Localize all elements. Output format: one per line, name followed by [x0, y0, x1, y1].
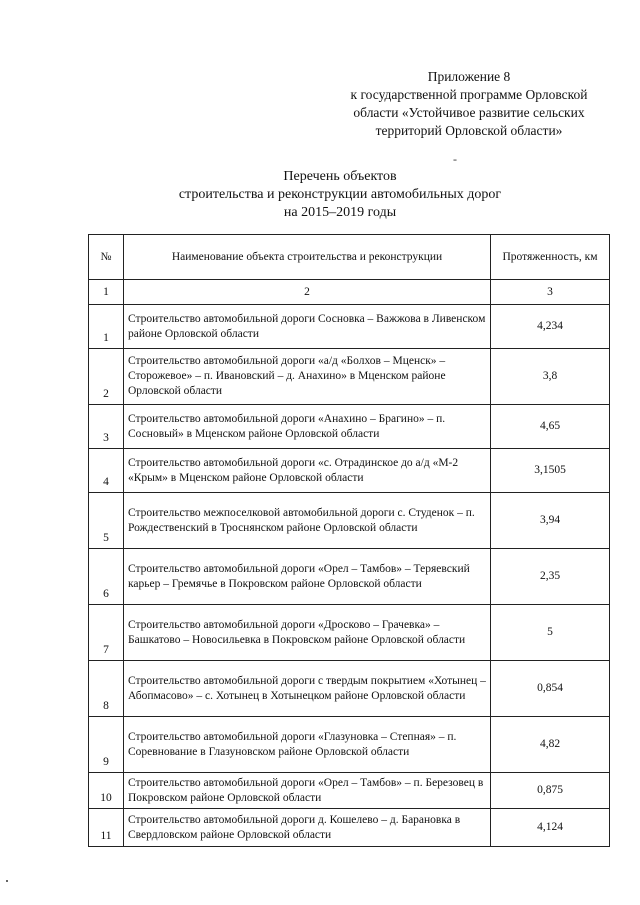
- row-number: 1: [89, 305, 124, 349]
- table-body: [89, 305, 610, 847]
- header-name: Наименование объекта строительства и реконструкции: [124, 235, 491, 280]
- appendix-line: области «Устойчивое развитие сельских: [353, 105, 585, 120]
- row-number: 7: [89, 605, 124, 661]
- column-number: 2: [124, 280, 491, 305]
- object-length: 3,94: [491, 493, 610, 549]
- object-name: Строительство автомобильной дороги «с. Отрадинское до а/д «М-2 «Крым» в Мценском районе Орловской области: [124, 449, 491, 493]
- object-name: Строительство автомобильной дороги д. Кошелево – д. Барановка в Свердловском районе Орловской области: [124, 809, 491, 847]
- row-number: 8: [89, 661, 124, 717]
- table-row: [89, 405, 610, 449]
- table-row: [89, 549, 610, 605]
- object-name: Строительство автомобильной дороги с твердым покрытием «Хотынец – Абопмасово» – с. Хотынец в Хотынецком районе Орловской области: [124, 661, 491, 717]
- object-length: 4,65: [491, 405, 610, 449]
- row-number: 10: [89, 773, 124, 809]
- column-number-row: [89, 280, 610, 305]
- object-length: 4,234: [491, 305, 610, 349]
- document-title: [90, 168, 590, 222]
- column-number: 3: [491, 280, 610, 305]
- title-line: Перечень объектов: [283, 169, 397, 184]
- row-number: 5: [89, 493, 124, 549]
- appendix-line: территорий Орловской области»: [375, 123, 563, 138]
- object-length: 3,1505: [491, 449, 610, 493]
- table-row: [89, 493, 610, 549]
- object-name: Строительство автомобильной дороги «а/д «Болхов – Мценск» – Сторожевое» – п. Ивановский – д. Анахино» в Мценском районе Орловской области: [124, 349, 491, 405]
- object-name: Строительство межпоселковой автомобильной дороги с. Студенок – п. Рождественский в Троснянском районе Орловской области: [124, 493, 491, 549]
- appendix-line: Приложение 8: [427, 69, 511, 84]
- title-line: строительства и реконструкции автомобильных дорог: [178, 187, 502, 202]
- table-header-row: [89, 235, 610, 280]
- table-row: [89, 661, 610, 717]
- dash-mark: -: [453, 152, 457, 166]
- row-number: 11: [89, 809, 124, 847]
- object-length: 0,854: [491, 661, 610, 717]
- row-number: 3: [89, 405, 124, 449]
- object-length: 0,875: [491, 773, 610, 809]
- table-row: [89, 349, 610, 405]
- object-name: Строительство автомобильной дороги «Орел – Тамбов» – п. Березовец в Покровском районе Орловской области: [124, 773, 491, 809]
- objects-table: [88, 234, 610, 847]
- object-length: 2,35: [491, 549, 610, 605]
- column-number: 1: [89, 280, 124, 305]
- row-number: 4: [89, 449, 124, 493]
- object-name: Строительство автомобильной дороги Сосновка – Важжова в Ливенском районе Орловской области: [124, 305, 491, 349]
- table-row: [89, 773, 610, 809]
- row-number: 6: [89, 549, 124, 605]
- header-number: №: [89, 235, 124, 280]
- row-number: 2: [89, 349, 124, 405]
- object-length: 3,8: [491, 349, 610, 405]
- header-length: Протяженность, км: [491, 235, 610, 280]
- object-length: 5: [491, 605, 610, 661]
- object-length: 4,124: [491, 809, 610, 847]
- table-row: [89, 809, 610, 847]
- table-row: [89, 717, 610, 773]
- row-number: 9: [89, 717, 124, 773]
- table-row: [89, 605, 610, 661]
- table-row: [89, 449, 610, 493]
- appendix-header: [300, 68, 638, 140]
- object-name: Строительство автомобильной дороги «Дросково – Грачевка» – Башкатово – Новосильевка в Покровском районе Орловской области: [124, 605, 491, 661]
- scan-speck: [6, 880, 8, 882]
- object-length: 4,82: [491, 717, 610, 773]
- object-name: Строительство автомобильной дороги «Анахино – Брагино» – п. Сосновый» в Мценском районе Орловской области: [124, 405, 491, 449]
- title-line: на 2015–2019 годы: [283, 205, 397, 220]
- object-name: Строительство автомобильной дороги «Орел – Тамбов» – Теряевский карьер – Гремячье в Покровском районе Орловской области: [124, 549, 491, 605]
- appendix-line: к государственной программе Орловской: [350, 87, 588, 102]
- table-row: [89, 305, 610, 349]
- object-name: Строительство автомобильной дороги «Глазуновка – Степная» – п. Соревнование в Глазуновском районе Орловской области: [124, 717, 491, 773]
